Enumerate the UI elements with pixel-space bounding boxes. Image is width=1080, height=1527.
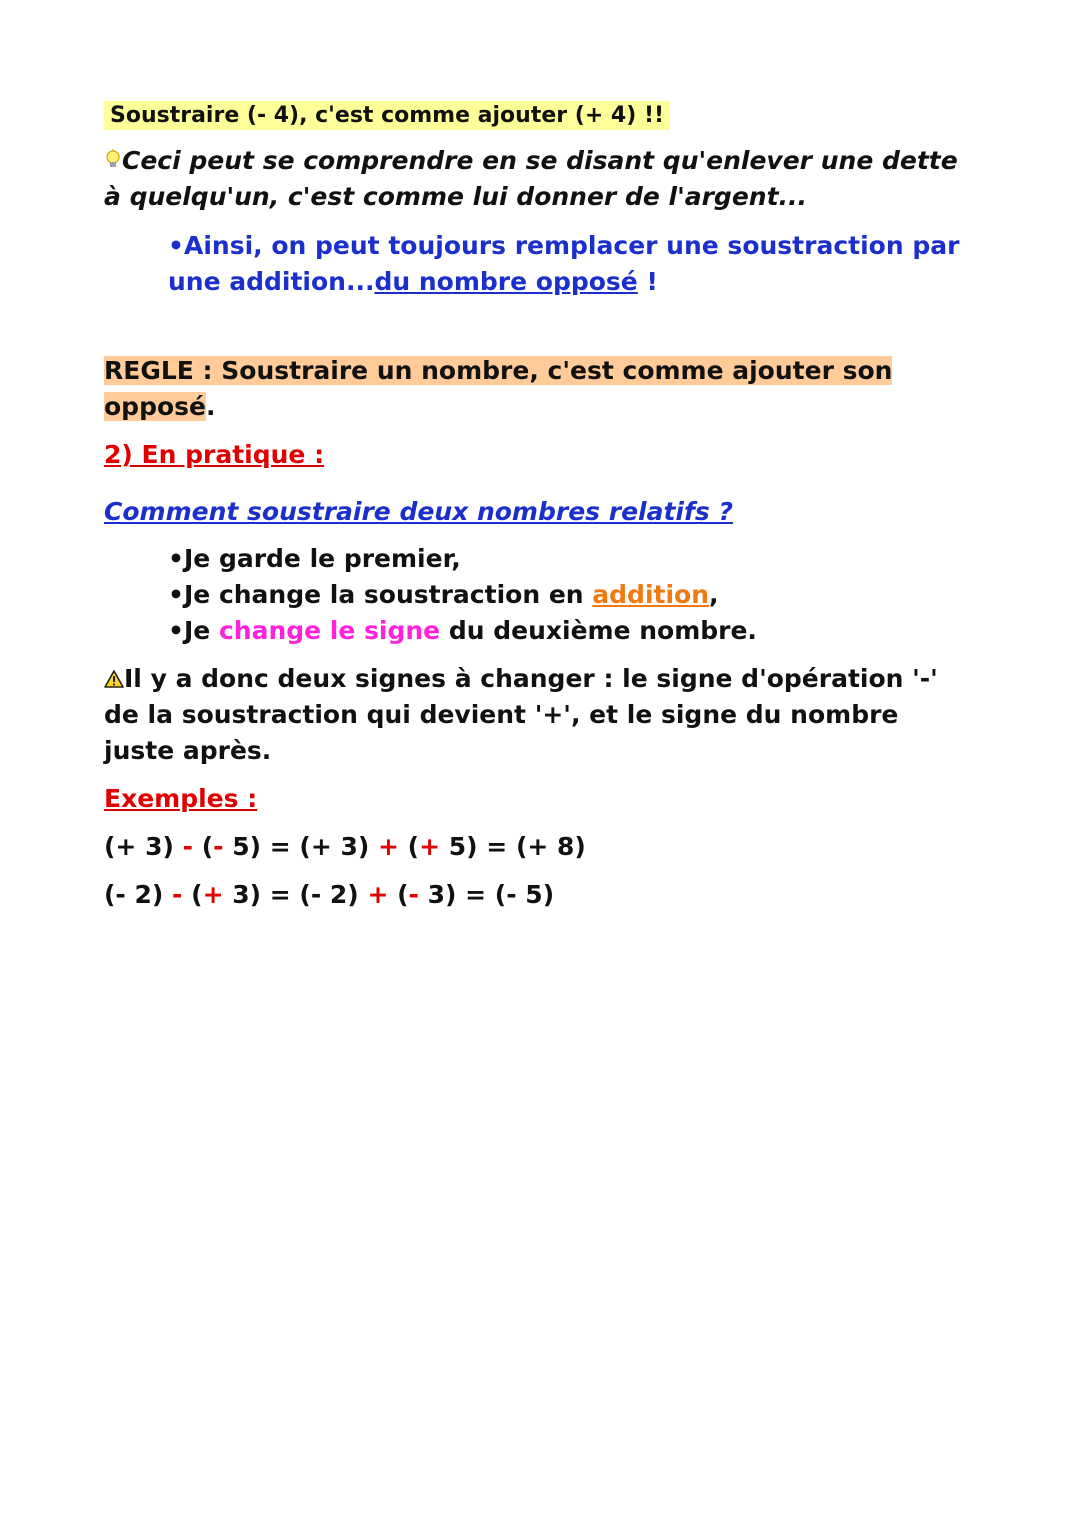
- step-3: [168, 616, 757, 645]
- warning-line-1: [104, 664, 938, 695]
- step-1: [168, 544, 461, 573]
- opposite-number-link: du nombre opposé: [374, 267, 638, 296]
- step-3-text: •Je: [168, 616, 219, 645]
- ainsi-line-1: [168, 231, 959, 260]
- section-heading-text: 2) En pratique :: [104, 440, 325, 469]
- rule-highlight-2: opposé: [104, 392, 206, 421]
- example-1-part: 5) = (+ 3): [223, 832, 379, 861]
- example-1: [104, 832, 586, 861]
- example-1-sign: +: [419, 832, 441, 861]
- example-1-part: 5) = (+ 8): [440, 832, 586, 861]
- warning-text-1: Il y a donc deux signes à changer : le signe d'opération '-': [124, 664, 938, 693]
- step-2: [168, 580, 719, 609]
- warning-text-2: de la soustraction qui devient '+', et le signe du nombre: [104, 700, 899, 729]
- lightbulb-icon: [104, 148, 122, 177]
- rule-line-2-end: .: [205, 392, 216, 421]
- warning-line-2: [104, 700, 898, 729]
- step-1-text: •Je garde le premier,: [168, 544, 461, 573]
- example-2-part: (: [182, 880, 203, 909]
- example-2-part: 3) = (- 5): [418, 880, 555, 909]
- section-heading: [104, 440, 324, 469]
- example-2-operator: -: [172, 880, 183, 909]
- rule-highlight-1: REGLE : Soustraire un nombre, c'est comme ajouter son: [104, 356, 893, 385]
- ainsi-text-1: •Ainsi, on peut toujours remplacer une soustraction par: [168, 231, 960, 260]
- ainsi-line-2: [168, 267, 658, 296]
- examples-heading-text: Exemples :: [104, 784, 258, 813]
- examples-heading: [104, 784, 257, 813]
- example-1-part: (: [398, 832, 420, 861]
- step-2-end: ,: [709, 580, 719, 609]
- example-2-part: 3) = (- 2): [223, 880, 368, 909]
- statement-highlight: Soustraire (- 4), c'est comme ajouter (+ 4) !!: [104, 101, 670, 130]
- example-1-sign: -: [213, 832, 224, 861]
- tip-text-1: Ceci peut se comprendre en se disant qu'enlever une dette: [122, 146, 958, 175]
- example-1-part: (: [193, 832, 214, 861]
- example-2-part: (- 2): [104, 880, 173, 909]
- example-1-operator: -: [182, 832, 193, 861]
- tip-text-2: à quelqu'un, c'est comme lui donner de l'argent...: [104, 182, 808, 211]
- example-1-part: (+ 3): [104, 832, 183, 861]
- tip-line-2: [104, 182, 807, 211]
- ainsi-text-2a: une addition...: [168, 267, 375, 296]
- rule-line-1: [104, 356, 892, 385]
- change-sign-phrase: change le signe: [218, 616, 441, 645]
- addition-word: addition: [592, 580, 710, 609]
- step-2-text: •Je change la soustraction en: [168, 580, 593, 609]
- tip-line-1: [104, 146, 958, 177]
- example-2-operator: +: [367, 880, 389, 909]
- warning-text-3: juste après.: [104, 736, 272, 765]
- example-2: [104, 880, 554, 909]
- intro-statement: [104, 103, 670, 128]
- question-text: Comment soustraire deux nombres relatifs ?: [104, 497, 733, 526]
- step-3-end: du deuxième nombre.: [440, 616, 757, 645]
- question-line: [104, 497, 733, 526]
- example-2-sign: -: [408, 880, 419, 909]
- example-1-operator: +: [378, 832, 399, 861]
- example-2-sign: +: [202, 880, 224, 909]
- warning-icon: [104, 666, 124, 695]
- example-2-part: (: [388, 880, 409, 909]
- warning-line-3: [104, 736, 271, 765]
- ainsi-text-2-end: !: [637, 267, 658, 296]
- rule-line-2: [104, 392, 215, 421]
